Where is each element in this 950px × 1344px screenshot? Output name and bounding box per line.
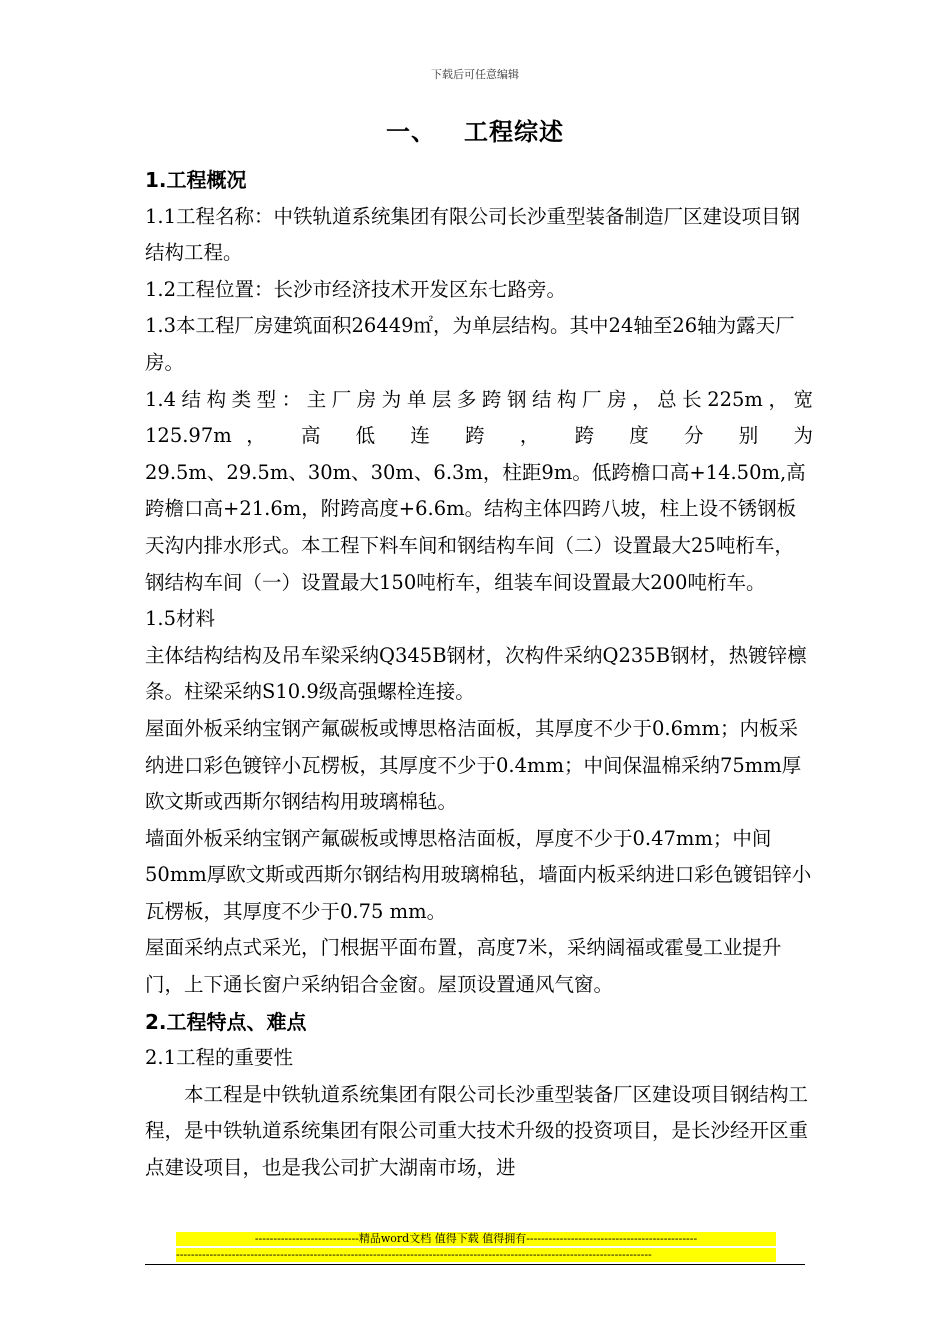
section-heading-2: 2.工程特点、难点 (145, 1009, 307, 1034)
paragraph-1-4-rest: 29.5m、29.5m、30m、30m、6.3m，柱距9m。低跨檐口高+14.50m,高跨檐口高+21.6m，附跨高度+6.6m。结构主体四跨八坡，柱上设不锈钢板天沟内排水形式。本工程下料车间和钢结构车间（二）设置最大25吨桁车，钢结构车间（一）设置最大150吨桁车，组装车间设置最大200吨桁车。 (145, 460, 806, 594)
footer-banner-line1: ----------------------------精品word文档 值得下载 值得拥有---------------------------------------------- (176, 1232, 776, 1246)
material-paragraph-4: 屋面采纳点式采光，门根据平面布置，高度7米，采纳阔福或霍曼工业提升门，上下通长窗户采纳铝合金窗。屋顶设置通风气窗。 (145, 936, 782, 997)
header-note: 下载后可任意编辑 (431, 68, 519, 81)
section-heading-1: 1.工程概况 (145, 168, 247, 192)
material-paragraph-1: 主体结构结构及吊车梁采纳Q345B钢材，次构件采纳Q235B钢材，热镀锌檩条。柱梁采纳S10.9级高强螺栓连接。 (145, 643, 807, 704)
paragraph-2-body: 本工程是中铁轨道系统集团有限公司长沙重型装备厂区建设项目钢结构工程，是中铁轨道系统集团有限公司重大技术升级的投资项目，是长沙经开区重点建设项目，也是我公司扩大湖南市场，进 (145, 1082, 809, 1180)
paragraph-1-1: 1.1工程名称：中铁轨道系统集团有限公司长沙重型装备制造厂区建设项目钢结构工程。 (145, 204, 801, 265)
paragraph-1-4-line1: 1.4结构类型：主厂房为单层多跨钢结构厂房，总长225m，宽 (145, 387, 813, 411)
paragraph-1-4-line2: 125.97m， 高 低 连 跨 ， 跨 度 分 别 为 (145, 424, 813, 448)
title-number: 一、 (386, 118, 436, 146)
paragraph-1-3: 1.3本工程厂房建筑面积26449㎡，为单层结构。其中24轴至26轴为露天厂房。 (145, 314, 795, 374)
footer-banner-line2: -------------------------------------------------------------------------------------------------------------------------------- (176, 1248, 776, 1262)
paragraph-1-5: 1.5材料 (145, 607, 216, 631)
paragraph-2-1: 2.1工程的重要性 (145, 1046, 294, 1070)
material-paragraph-2: 屋面外板采纳宝钢产氟碳板或博思格洁面板，其厚度不少于0.6mm；内板采纳进口彩色镀锌小瓦楞板，其厚度不少于0.4mm；中间保温棉采纳75mm厚欧文斯或西斯尔钢结构用玻璃棉毡。 (145, 716, 802, 814)
title-text: 工程综述 (464, 118, 564, 146)
material-paragraph-3: 墙面外板采纳宝钢产氟碳板或博思格洁面板，厚度不少于0.47mm；中间50mm厚欧文斯或西斯尔钢结构用玻璃棉毡，墙面内板采纳进口彩色镀铝锌小瓦楞板，其厚度不少于0.75 mm。 (145, 826, 812, 923)
document-body (145, 162, 813, 1187)
document-title (0, 112, 950, 147)
paragraph-1-2: 1.2工程位置：长沙市经济技术开发区东七路旁。 (145, 277, 567, 301)
footer-divider (145, 1264, 805, 1265)
